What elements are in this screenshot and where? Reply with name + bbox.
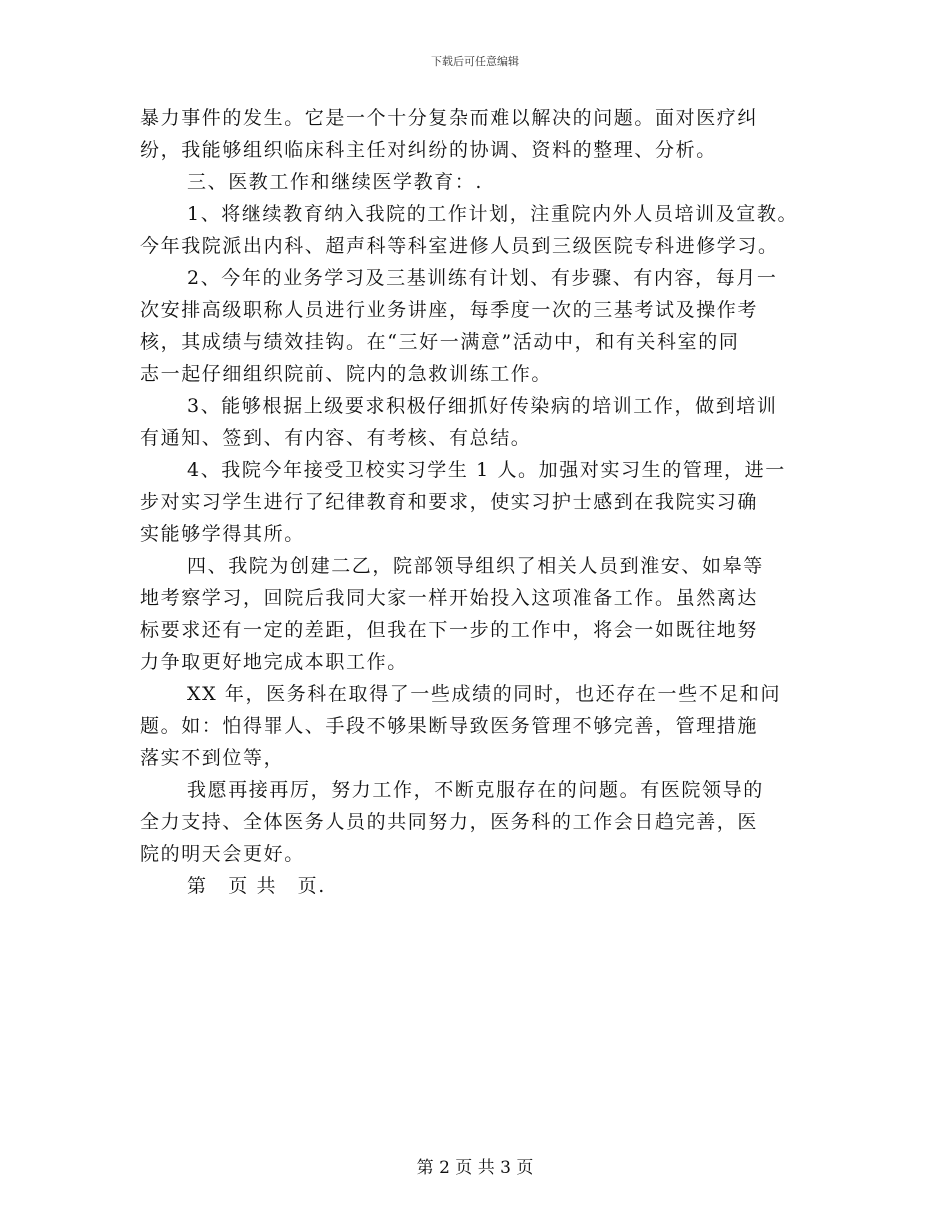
text-line: 暴力事件的发生。它是一个十分复杂而难以解决的问题。面对医疗纠 (140, 107, 759, 129)
text-line: 四、我院为创建二乙，院部领导组织了相关人员到淮安、如皋等 (187, 555, 764, 577)
text-line: 地考察学习，回院后我同大家一样开始投入这项准备工作。虽然离达 (140, 587, 759, 609)
text-line: 次安排高级职称人员进行业务讲座，每季度一次的三基考试及操作考 (140, 299, 759, 321)
text-line: 有通知、签到、有内容、有考核、有总结。 (140, 427, 532, 449)
text-line: 院的明天会更好。 (140, 843, 305, 865)
text-line: 标要求还有一定的差距，但我在下一步的工作中，将会一如既往地努 (140, 619, 759, 641)
text-line: 题。如：怕得罪人、手段不够果断导致医务管理不够完善，管理措施 (140, 715, 759, 737)
text-line: XX 年，医务科在取得了一些成绩的同时，也还存在一些不足和问 (187, 683, 782, 705)
text-line: 纷，我能够组织临床科主任对纠纷的协调、资料的整理、分析。 (140, 139, 717, 161)
page-footer: 第 2 页 共 3 页 (416, 1158, 534, 1178)
text-line: 4、我院今年接受卫校实习学生 1 人。加强对实习生的管理，进一 (187, 459, 786, 481)
text-line: 我愿再接再厉，努力工作，不断克服存在的问题。有医院领导的 (187, 779, 764, 801)
text-line: 三、医教工作和继续医学教育：. (187, 171, 484, 193)
text-line: 落实不到位等， (140, 747, 285, 769)
text-line: 全力支持、全体医务人员的共同努力，医务科的工作会日趋完善，医 (140, 811, 759, 833)
text-line: 1、将继续教育纳入我院的工作计划，注重院内外人员培训及宣教。 (187, 203, 799, 225)
text-line: 核，其成绩与绩效挂钩。在“三好一满意”活动中，和有关科室的同 (140, 331, 740, 353)
text-line: 力争取更好地完成本职工作。 (140, 651, 408, 673)
text-line: 志一起仔细组织院前、院内的急救训练工作。 (140, 363, 553, 385)
text-line: 步对实习学生进行了纪律教育和要求，使实习护士感到在我院实习确 (140, 491, 759, 513)
text-line: 第 页 共 页. (187, 875, 326, 897)
text-line: 今年我院派出内科、超声科等科室进修人员到三级医院专科进修学习。 (140, 235, 779, 257)
page-header: 下载后可任意编辑 (431, 55, 519, 68)
text-line: 实能够学得其所。 (140, 523, 305, 545)
document-body (140, 102, 820, 902)
text-line: 3、能够根据上级要求积极仔细抓好传染病的培训工作，做到培训 (187, 395, 778, 417)
text-line: 2、今年的业务学习及三基训练有计划、有步骤、有内容，每月一 (187, 267, 778, 289)
